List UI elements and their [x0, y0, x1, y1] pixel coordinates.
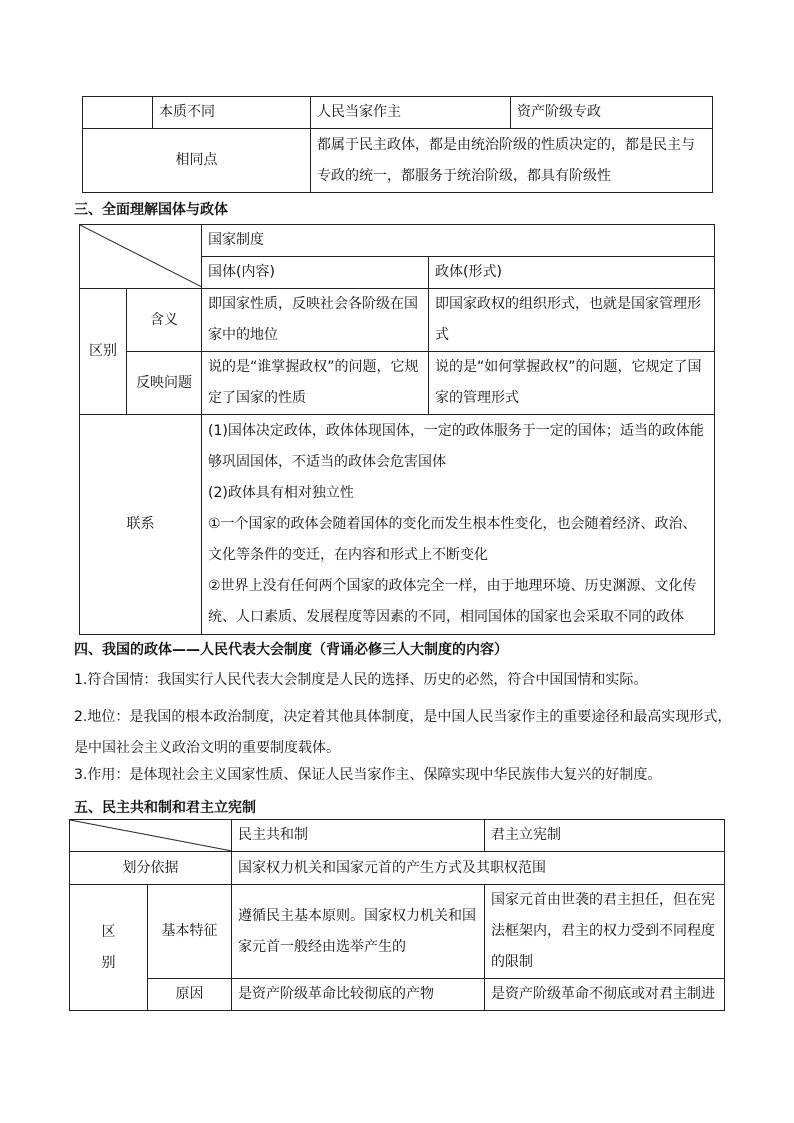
- link-line-1: (1)国体决定政体，政体体现国体，一定的政体服务于一定的国体；适当的政体能够巩固国体，不适当的政体会危害国体: [208, 423, 704, 470]
- row-label-basis: 划分依据: [70, 852, 232, 885]
- diagonal-header-cell: [80, 225, 202, 289]
- row-label-meaning: 含义: [127, 289, 202, 352]
- cell-guoti-reflect: 说的是“谁掌握政权”的问题，它规定了国家的性质: [202, 352, 429, 415]
- cell-zhengti-meaning: 即国家政权的组织形式，也就是国家管理形式: [429, 289, 715, 352]
- group-label-char-1: 区: [101, 923, 116, 940]
- row-label-reason: 原因: [148, 979, 232, 1011]
- diagonal-line-2: [70, 820, 232, 851]
- cell-monarchy-reason: 是资产阶级革命不彻底或对君主制进: [485, 979, 725, 1011]
- cell-republic-feature: 遵循民主基本原则。国家权力机关和国家元首一般经由选举产生的: [232, 885, 485, 979]
- header-constitutional-monarchy: 君主立宪制: [485, 820, 725, 852]
- comparison-table-top: [82, 96, 713, 193]
- link-line-4: ②世界上没有任何两个国家的政体完全一样，由于地理环境、历史渊源、文化传统、人口素质、发展程度等因素的不同，相同国体的国家也会采取不同的政体: [208, 578, 697, 625]
- cell-bourgeois-dictatorship: 资产阶级专政: [511, 97, 713, 129]
- cell-monarchy-feature: 国家元首由世袭的君主担任，但在宪法框架内，君主的权力受到不同程度的限制: [485, 885, 725, 979]
- diagonal-line: [80, 225, 202, 287]
- cell-people-master: 人民当家作主: [311, 97, 511, 129]
- row-label-link: 联系: [80, 415, 202, 635]
- group-label-difference-2: [70, 885, 148, 1011]
- row-label-common: 相同点: [83, 129, 311, 193]
- cell-zhengti-reflect: 说的是“如何掌握政权”的问题，它规定了国家的管理形式: [429, 352, 715, 415]
- cell-basis: 国家权力机关和国家元首的产生方式及其职权范围: [232, 852, 725, 885]
- section-heading-3: 三、全面理解国体与政体: [74, 202, 228, 218]
- link-line-3: ①一个国家的政体会随着国体的变化而发生根本性变化，也会随着经济、政治、文化等条件的变迁，在内容和形式上不断变化: [208, 516, 697, 563]
- row-label-reflect: 反映问题: [127, 352, 202, 415]
- paragraph-role: 3.作用：是体现社会主义国家性质、保证人民当家作主、保障实现中华民族伟大复兴的好制度。: [74, 767, 662, 783]
- republic-monarchy-table: [69, 819, 725, 1011]
- empty-cell: [83, 97, 153, 129]
- cell-common-points: 都属于民主政体，都是由统治阶级的性质决定的，都是民主与专政的统一，都服务于统治阶级，都具有阶级性: [311, 129, 713, 193]
- section-heading-4: 四、我国的政体——人民代表大会制度（背诵必修三人大制度的内容）: [74, 642, 508, 658]
- paragraph-status: 2.地位：是我国的根本政治制度，决定着其他具体制度，是中国人民当家作主的重要途径和最高实现形式，是中国社会主义政治文明的重要制度载体。: [74, 709, 732, 756]
- cell-link-content: [202, 415, 715, 635]
- header-zhengti: 政体(形式): [429, 257, 715, 289]
- section-heading-5: 五、民主共和制和君主立宪制: [74, 800, 256, 816]
- header-state-system: 国家制度: [202, 225, 715, 257]
- group-label-char-2: 别: [101, 954, 116, 971]
- cell-guoti-meaning: 即国家性质，反映社会各阶级在国家中的地位: [202, 289, 429, 352]
- row-label-essence: 本质不同: [153, 97, 311, 129]
- state-system-table: [79, 224, 715, 635]
- link-line-2: (2)政体具有相对独立性: [208, 485, 354, 501]
- header-guoti: 国体(内容): [202, 257, 429, 289]
- row-label-feature: 基本特征: [148, 885, 232, 979]
- paragraph-national-conditions: 1.符合国情：我国实行人民代表大会制度是人民的选择、历史的必然，符合中国国情和实际。: [74, 672, 648, 688]
- group-label-difference: 区别: [80, 289, 127, 415]
- cell-republic-reason: 是资产阶级革命比较彻底的产物: [232, 979, 485, 1011]
- diagonal-header-cell-2: [70, 820, 232, 852]
- header-democratic-republic: 民主共和制: [232, 820, 485, 852]
